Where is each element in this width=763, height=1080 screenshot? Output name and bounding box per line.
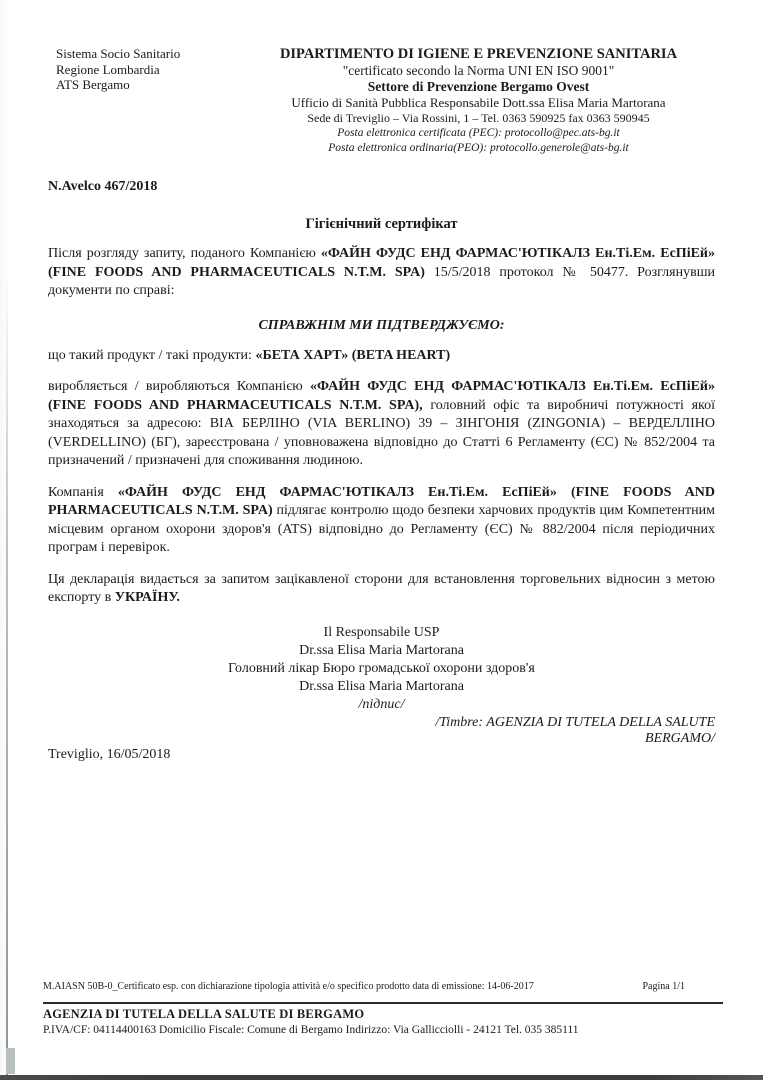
- scan-corner-mark: [6, 1048, 15, 1074]
- signer-name-2: Dr.ssa Elisa Maria Martorana: [299, 678, 464, 694]
- signer-role-it: Il Responsabile USP: [323, 624, 440, 640]
- address-line: Sede di Treviglio – Via Rossini, 1 – Tel. 0363 590925 fax 0363 590945: [307, 111, 650, 125]
- company-name-bold: «ФАЙН ФУДС ЕНД ФАРМАС'ЮТІКАЛЗ Ен.Ті.Ем. ЕсПіЕй» (FINE FOODS AND PHARMACEUTICALS N.T.M. SPA): [48, 246, 715, 280]
- org-line-ats: ATS Bergamo: [56, 77, 130, 92]
- signature-placeholder: /підпис/: [358, 696, 405, 712]
- declaration-text-pre: Ця декларація видається за запитом зацікавленої сторони для встановлення торговельних відносин з метою експорту в: [48, 571, 715, 605]
- product-name-bold: «БЕТА ХАРТ» (BETA HEART): [255, 347, 451, 363]
- control-company-bold: «ФАЙН ФУДС ЕНД ФАРМАС'ЮТІКАЛЗ Ен.Ті.Ем. ЕсПіЕй» (FINE FOODS AND PHARMACEUTICALS N.T.M. SPA): [48, 484, 715, 518]
- intro-text-post: 15/5/2018 протокол № 50477. Розглянувши документи по справі:: [48, 264, 715, 298]
- product-text-pre: що такий продукт / такі продукти:: [48, 347, 256, 363]
- stamp-line-1: /Timbre: AGENZIA DI TUTELA DELLA SALUTE: [435, 714, 715, 730]
- footer-fiscal-line: P.IVA/CF: 04114400163 Domicilio Fiscale: Comune di Bergamo Indirizzo: Via Gallicciolli - 24121 Tel. 035 385111: [43, 1024, 579, 1036]
- stamp-note: [48, 715, 715, 748]
- signer-name-1: Dr.ssa Elisa Maria Martorana: [299, 642, 464, 658]
- production-company-bold: «ФАЙН ФУДС ЕНД ФАРМАС'ЮТІКАЛЗ Ен.Ті.Ем. ЕсПіЕй» (FINE FOODS AND PHARMACEUTICALS N.T.M. SPA),: [48, 379, 715, 413]
- declaration-paragraph: [48, 571, 715, 608]
- intro-text-pre: Після розгляду запиту, поданого Компанією: [48, 246, 321, 261]
- pec-email-line: Posta elettronica certificata (PEC): protocollo@pec.ats-bg.it: [337, 127, 620, 139]
- control-paragraph: [48, 484, 715, 558]
- production-text-pre: виробляється / виробляються Компанією: [48, 379, 310, 394]
- org-line-regione: Regione Lombardia: [56, 61, 160, 77]
- peo-email-line: Posta elettronica ordinaria(PEO): protocollo.generole@ats-bg.it: [328, 141, 629, 154]
- org-block: [56, 46, 234, 155]
- intro-paragraph: [48, 245, 715, 301]
- affirmation-heading: СПРАВЖНІМ МИ ПІДТВЕРДЖУЄМО:: [258, 317, 505, 333]
- control-text-post: підлягає контролю щодо безпеки харчових продуктів цим Компетентним місцевим органом охорони здоров'я (ATS) відповідно до Регламенту (ЄС) № 882/2004 після періодичних програм і перевірок.: [48, 503, 715, 555]
- scan-bottom-edge-bar: [0, 1075, 763, 1080]
- department-title: DIPARTIMENTO DI IGIENE E PREVENZIONE SANITARIA: [279, 46, 678, 62]
- stamp-line-2: BERGAMO/: [645, 731, 715, 746]
- iso-certification-line: "certificato secondo la Norma UNI EN ISO 9001": [342, 63, 615, 78]
- declaration-country-bold: УКРАЇНУ.: [114, 590, 180, 605]
- protocol-number: N.Avelco 467/2018: [48, 179, 158, 194]
- control-text-pre: Компанія: [48, 484, 118, 500]
- footer-document-code: M.AIASN 50B-0_Certificato esp. con dichiarazione tipologia attività e/o specifico prodotto data di emissione: 14-06-2017: [43, 981, 534, 992]
- signature-block: [48, 624, 715, 714]
- production-text-post: головний офіс та виробничі потужності якої знаходяться за адресою: ВІА БЕРЛІНО (VIA BERLINO) 39 – ЗІНГОНІЯ (ZINGONIA) – ВЕРДЕЛЛІНО (VERDELLINO) (БГ), зареєстрована / уповноважена відповідно до Статті 6 Регламенту (ЄС) № 852/2004 та призначений / призначені для споживання людиною.: [48, 397, 715, 468]
- signer-role-ua: Головний лікар Бюро громадської охорони здоров'я: [228, 660, 535, 676]
- document-header: [0, 0, 763, 155]
- production-paragraph: [48, 378, 715, 471]
- org-line-sistema: Sistema Socio Sanitario: [56, 46, 181, 61]
- footer-page-number: Pagina 1/1: [642, 981, 685, 992]
- document-title: Гігієнічний сертифікат: [305, 216, 458, 232]
- sector-line: Settore di Prevenzione Bergamo Ovest: [367, 79, 590, 94]
- footer-code-row: [43, 981, 723, 992]
- document-footer: [43, 981, 723, 1036]
- office-responsible-line: Ufficio di Sanità Pubblica Responsabile Dott.ssa Elisa Maria Martorana: [291, 95, 666, 110]
- department-block: [234, 46, 723, 155]
- scan-left-edge-line: [6, 270, 8, 1076]
- document-body: [48, 245, 715, 763]
- place-and-date: Treviglio, 16/05/2018: [48, 746, 171, 762]
- footer-agency-name: AGENZIA DI TUTELA DELLA SALUTE DI BERGAMO: [43, 1007, 365, 1021]
- footer-divider: [43, 1002, 723, 1004]
- product-paragraph: [48, 347, 715, 366]
